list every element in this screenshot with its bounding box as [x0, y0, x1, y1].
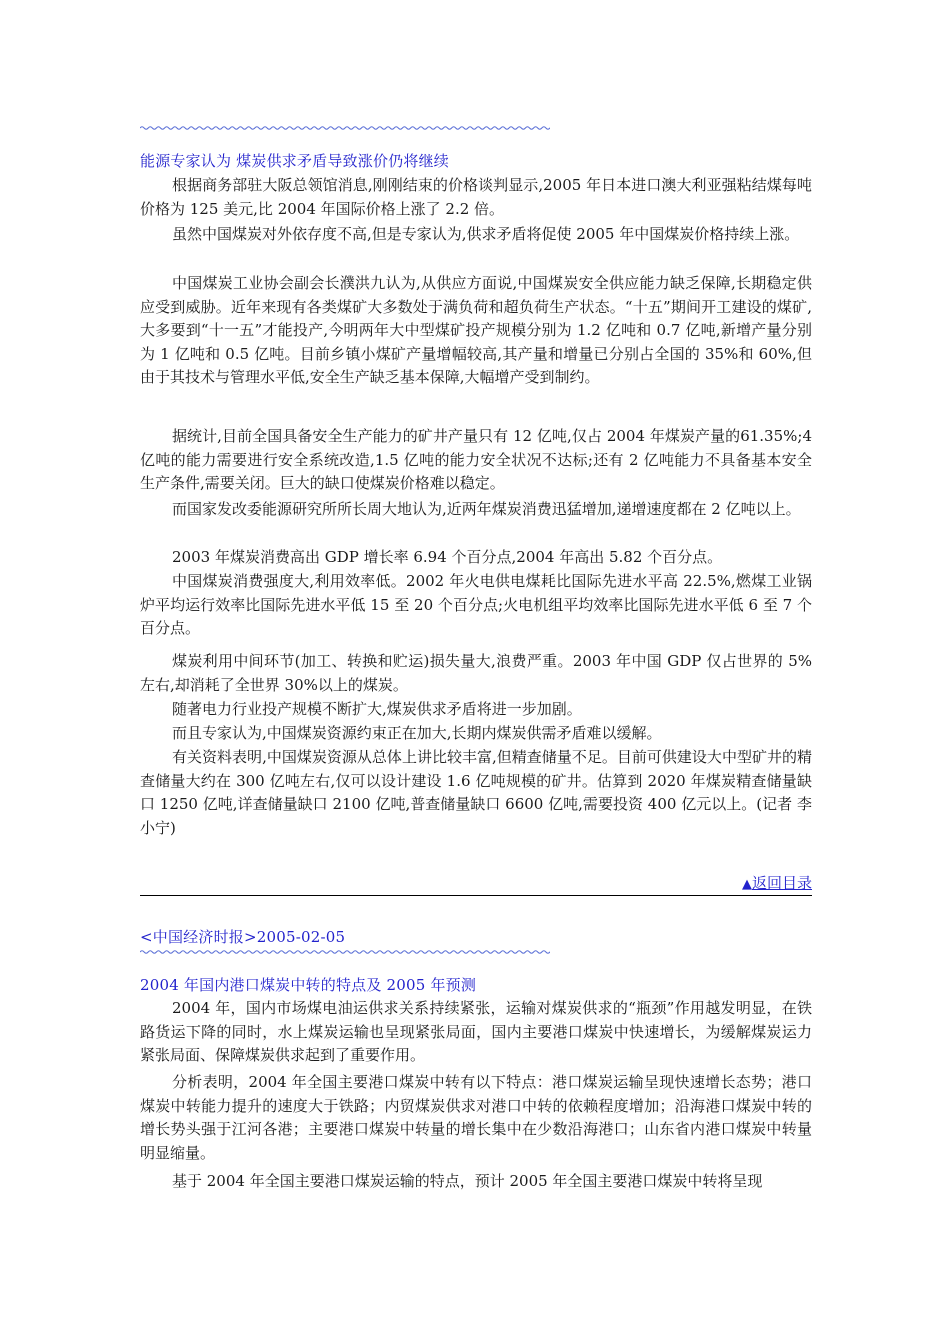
horizontal-rule — [140, 895, 812, 896]
paragraph: 据统计,目前全国具备安全生产能力的矿井产量只有 12 亿吨,仅占 2004 年煤炭产量的61.35%;4 亿吨的能力需要进行安全系统改造,1.5 亿吨的能力安全状况不达标;还有 2 亿吨能力不具备基本安全生产条件,需要关闭。巨大的缺口使煤炭价格难以稳定。 — [140, 427, 812, 492]
paragraph: 2003 年煤炭消费高出 GDP 增长率 6.94 个百分点,2004 年高出 5.82 个百分点。 — [172, 548, 723, 566]
paragraph: 而且专家认为,中国煤炭资源约束正在加大,长期内煤炭供需矛盾难以缓解。 — [172, 724, 662, 742]
paragraph: 有关资料表明,中国煤炭资源从总体上讲比较丰富,但精查储量不足。目前可供建设大中型矿井的精查储量大约在 300 亿吨左右,仅可以设计建设 1.6 亿吨规模的矿井。估算到 2020 年煤炭精查储量缺口 1250 亿吨,详查储量缺口 2100 亿吨,普查储量缺口 6600 亿吨,需要投资 400 亿元以上。(记者 李小宁) — [140, 748, 812, 837]
paragraph: 分析表明，2004 年全国主要港口煤炭中转有以下特点：港口煤炭运输呈现快速增长态势；港口煤炭中转能力提升的速度大于铁路；内贸煤炭供求对港口中转的依赖程度增加；沿海港口煤炭中转的增长势头强于江河各港；主要港口煤炭中转量的增长集中在少数沿海港口；山东省内港口煤炭中转量明显缩量。 — [140, 1073, 812, 1162]
article-title[interactable]: 能源专家认为 煤炭供求矛盾导致涨价仍将继续 — [140, 152, 449, 170]
paragraph: 基于 2004 年全国主要港口煤炭运输的特点，预计 2005 年全国主要港口煤炭中转将呈现 — [172, 1172, 763, 1190]
paragraph: 根据商务部驻大阪总领馆消息,刚刚结束的价格谈判显示,2005 年日本进口澳大利亚强粘结煤每吨价格为 125 美元,比 2004 年国际价格上涨了 2.2 倍。 — [140, 176, 812, 218]
paragraph: 煤炭利用中间环节(加工、转换和贮运)损失量大,浪费严重。2003 年中国 GDP 仅占世界的 5%左右,却消耗了全世界 30%以上的煤炭。 — [140, 652, 812, 694]
paragraph: 而国家发改委能源研究所所长周大地认为,近两年煤炭消费迅猛增加,递增速度都在 2 亿吨以上。 — [172, 500, 801, 518]
up-triangle-icon: ▲ — [741, 877, 752, 892]
paragraph: 中国煤炭消费强度大,利用效率低。2002 年火电供电煤耗比国际先进水平高 22.5%,燃煤工业锅炉平均运行效率比国际先进水平低 15 至 20 个百分点;火电机组平均效率比国际先进水平低 6 至 7 个百分点。 — [140, 572, 812, 637]
back-to-contents-link[interactable] — [742, 872, 812, 893]
source-date-link[interactable]: <中国经济时报>2005-02-05 — [140, 928, 346, 946]
wavy-divider — [140, 124, 550, 132]
wavy-divider — [140, 948, 550, 956]
paragraph: 2004 年，国内市场煤电油运供求关系持续紧张，运输对煤炭供求的“瓶颈”作用越发明显，在铁路货运下降的同时，水上煤炭运输也呈现紧张局面，国内主要港口煤炭中快速增长，为缓解煤炭运力紧张局面、保障煤炭供求起到了重要作用。 — [140, 999, 812, 1064]
article-title[interactable]: 2004 年国内港口煤炭中转的特点及 2005 年预测 — [140, 976, 477, 994]
paragraph: 随著电力行业投产规模不断扩大,煤炭供求矛盾将进一步加剧。 — [172, 700, 582, 718]
paragraph: 中国煤炭工业协会副会长濮洪九认为,从供应方面说,中国煤炭安全供应能力缺乏保障,长期稳定供应受到威胁。近年来现有各类煤矿大多数处于满负荷和超负荷生产状态。“十五”期间开工建设的煤矿,大多要到“十一五”才能投产,今明两年大中型煤矿投产规模分别为 1.2 亿吨和 0.7 亿吨,新增产量分别为 1 亿吨和 0.5 亿吨。目前乡镇小煤矿产量增幅较高,其产量和增量已分别占全国的 35%和 60%,但由于其技术与管理水平低,安全生产缺乏基本保障,大幅增产受到制约。 — [140, 274, 812, 386]
back-link-label: 返回目录 — [751, 874, 812, 892]
paragraph: 虽然中国煤炭对外依存度不高,但是专家认为,供求矛盾将促使 2005 年中国煤炭价格持续上涨。 — [172, 225, 800, 243]
